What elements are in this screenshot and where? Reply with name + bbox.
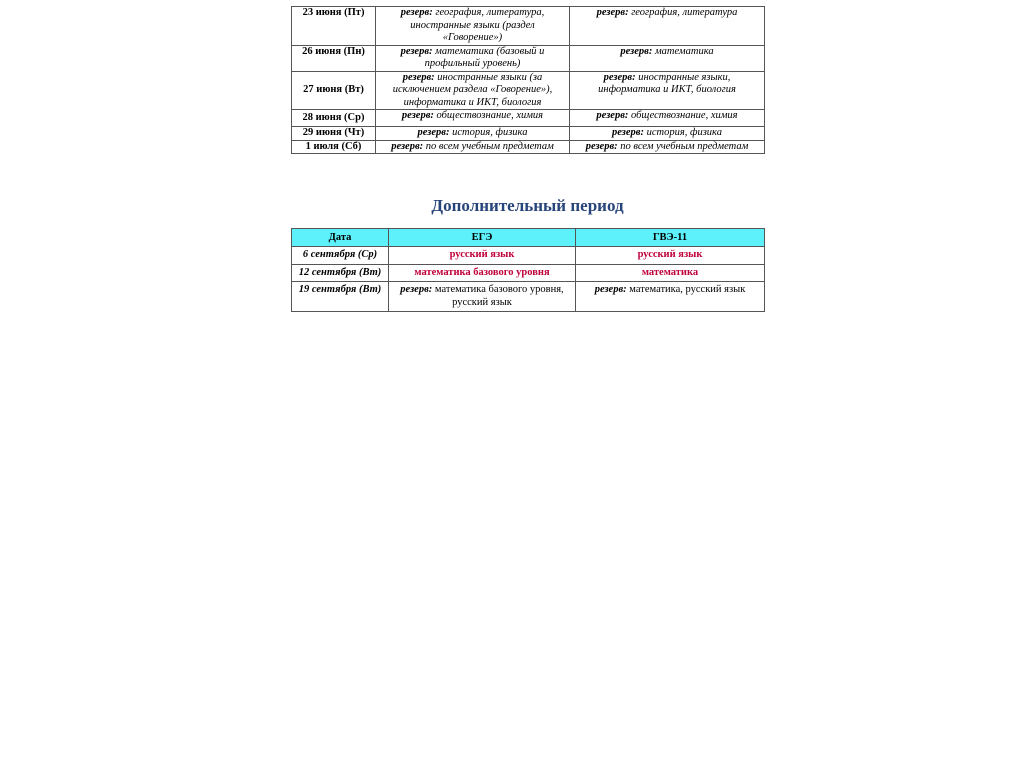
date-cell: 1 июля (Сб) [292,140,376,154]
table-row [292,7,765,46]
ege-cell: резерв: география, литература, иностранные языки (раздел «Говорение») [376,7,570,46]
ege-cell: резерв: обществознание, химия [376,110,570,127]
date-cell: 6 сентября (Ср) [292,247,389,265]
gve-cell: резерв: обществознание, химия [570,110,765,127]
ege-cell: резерв: иностранные языки (за исключением раздела «Говорение»), информатика и ИКТ, биология [376,71,570,110]
gve-cell: резерв: иностранные языки, информатика и ИКТ, биология [570,71,765,110]
date-cell: 23 июня (Пт) [292,7,376,46]
table-row [292,247,765,265]
additional-period-table [291,228,765,312]
table-row [292,71,765,110]
gve-cell: резерв: география, литература [570,7,765,46]
gve-cell: русский язык [576,247,765,265]
table-header-row [292,229,765,247]
section-title: Дополнительный период [431,196,624,215]
table-row [292,140,765,154]
header-gve: ГВЭ-11 [576,229,765,247]
date-cell: 19 сентября (Вт) [292,282,389,312]
date-cell: 29 июня (Чт) [292,127,376,141]
gve-cell: резерв: по всем учебным предметам [570,140,765,154]
ege-cell: резерв: по всем учебным предметам [376,140,570,154]
gve-cell: резерв: история, физика [570,127,765,141]
gve-cell: резерв: математика [570,45,765,71]
header-ege: ЕГЭ [389,229,576,247]
date-cell: 26 июня (Пн) [292,45,376,71]
header-date: Дата [292,229,389,247]
ege-cell: математика базового уровня [389,264,576,282]
table-row [292,110,765,127]
table-row [292,264,765,282]
table-row [292,282,765,312]
gve-cell: резерв: математика, русский язык [576,282,765,312]
gve-cell: математика [576,264,765,282]
ege-cell: резерв: математика (базовый и профильный уровень) [376,45,570,71]
ege-cell: резерв: история, физика [376,127,570,141]
ege-cell: русский язык [389,247,576,265]
main-period-table [291,6,765,154]
table-row [292,127,765,141]
ege-cell: резерв: математика базового уровня, русский язык [389,282,576,312]
date-cell: 27 июня (Вт) [292,71,376,110]
table-row [292,45,765,71]
date-cell: 28 июня (Ср) [292,110,376,127]
date-cell: 12 сентября (Вт) [292,264,389,282]
